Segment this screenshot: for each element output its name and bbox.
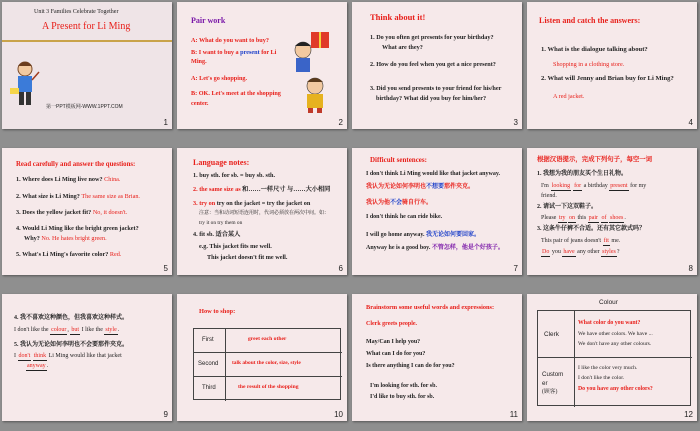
exercise-line: I'm looking for a birthday present for my: [541, 182, 646, 191]
slide-number: 11: [509, 410, 518, 419]
note-line: try it on try them on: [199, 220, 243, 226]
exercise-line: This pair of jeans doesn't fit me.: [541, 237, 620, 246]
sentence-line: Anyway he is a good boy. 不管怎样，他是个好孩子。: [366, 245, 504, 251]
table-row: [194, 377, 342, 401]
note-line: 4. fit sb. 适合某人: [193, 231, 241, 238]
note-line: 1. buy sth. for sb. = buy sb. sth.: [193, 172, 275, 179]
exercise-cn: 2. 请试一下这双鞋子。: [537, 204, 598, 210]
sentence-line: 我认为无论如何李明也不想要那件夹克。: [366, 184, 475, 190]
question-row: 1. Where does Li Ming live now? China.: [16, 176, 121, 183]
slide-heading: 根据汉语提示，完成下列句子，每空一词: [537, 156, 653, 163]
slide-thumbnail-1[interactable]: [2, 2, 172, 129]
slide-number: 1: [163, 118, 168, 127]
row-label: er: [542, 380, 548, 387]
exercise-cn: 4. 我不喜欢这种颜色，但我喜欢这种样式。: [14, 315, 129, 321]
exercise-line: anyway.: [26, 362, 48, 371]
slide-thumbnail-10[interactable]: [177, 294, 347, 421]
slide-number: 12: [684, 410, 693, 419]
row-label: First: [202, 337, 214, 343]
row-label: Second: [198, 361, 219, 367]
note-line: 注意：当和动词短语连用时，代词必须放在两次中间。如：: [199, 211, 330, 216]
note-line: This jacket doesn't fit me well.: [207, 254, 288, 261]
slide-number: 2: [338, 118, 343, 127]
expression-line: I'd like to buy sth. for sb.: [370, 394, 435, 400]
kids-clipart-icon: [281, 30, 343, 114]
note-line: 3. try on try on the jacket = try the jacket on: [193, 200, 311, 207]
row-text: the result of the shopping: [238, 384, 299, 390]
slide-number: 9: [163, 410, 168, 419]
exercise-line: I don't like the colour, but I like the style.: [14, 326, 119, 335]
slide-thumbnail-5[interactable]: [2, 148, 172, 275]
slide-thumbnail-11[interactable]: [352, 294, 522, 421]
question-text: 2. What will Jenny and Brian buy for Li Ming?: [541, 75, 674, 82]
slide-thumbnail-6[interactable]: [177, 148, 347, 275]
table-text: I don't like the color.: [578, 375, 625, 381]
row-label: (顾客): [542, 389, 558, 395]
slide-number: 10: [334, 410, 343, 419]
answer-text: Shopping in a clothing store.: [553, 61, 625, 68]
slide-heading: Read carefully and answer the questions:: [16, 161, 136, 168]
expression-line: Is there anything I can do for you?: [366, 363, 455, 369]
slide-thumbnail-12[interactable]: [527, 294, 697, 421]
slide-title: A Present for Li Ming: [42, 21, 131, 32]
title-divider: [2, 40, 172, 42]
sentence-line: I will go home anyway. 我无论如何要回家。: [366, 232, 481, 238]
table-text: We have other colors. We have ...: [578, 331, 653, 337]
slide-heading: Listen and catch the answers:: [539, 16, 641, 25]
slide-heading: Difficult sentences:: [370, 156, 427, 164]
question-text: 4. Would Li Ming like the bright green jacket?: [16, 225, 139, 232]
slide-thumbnail-9[interactable]: [2, 294, 172, 421]
row-label: Clerk: [544, 331, 559, 338]
dialogue-line: A: Let's go shopping.: [191, 75, 248, 82]
expression-line: What can I do for you?: [366, 351, 426, 357]
table-row: [194, 353, 342, 377]
note-line: e.g. This jacket fits me well.: [199, 243, 272, 250]
table-text: I like the color very much.: [578, 365, 638, 371]
exercise-cn: 3. 这条牛仔裤不合适。还有其它款式吗？: [537, 226, 646, 232]
slide-heading: Brainstorm some useful words and expressions:: [366, 304, 495, 311]
slide-thumbnail-3[interactable]: [352, 2, 522, 129]
sentence-line: 我认为他不会骑自行车。: [366, 200, 433, 206]
note-line: 2. the same size as 和……一样尺寸 与……大小相同: [193, 186, 331, 193]
slide-number: 7: [513, 264, 518, 273]
row-text: greet each other: [248, 336, 287, 342]
exercise-line: friend.: [541, 193, 557, 199]
slide-heading: How to shop:: [199, 308, 236, 315]
slide-heading: Language notes:: [193, 158, 250, 167]
expression-line: May/Can I help you?: [366, 339, 421, 345]
question-row: 5. What's Li Ming's favorite color? Red.: [16, 251, 122, 258]
site-logo-text: 第一PPT模板网-WWW.1PPT.COM: [46, 104, 123, 110]
slide-number: 3: [513, 118, 518, 127]
subheading: Clerk greets people.: [366, 321, 418, 327]
exercise-line: Please try on this pair of shoes.: [541, 214, 626, 223]
question-text: 3. Did you send presents to your friend for his/her: [370, 85, 502, 92]
teacher-clipart-icon: [10, 60, 40, 108]
table-row: [194, 329, 342, 353]
exercise-cn: 5. 我认为无论如何李明也不会要那件夹克。: [14, 342, 129, 348]
question-row: 3. Does the yellow jacket fit? No, it doesn't.: [16, 209, 128, 216]
expression-line: I'm looking for sth. for sb.: [370, 383, 437, 389]
question-row: 2. What size is Li Ming? The same size as Brian.: [16, 193, 140, 200]
question-text: 2. How do you feel when you get a nice present?: [370, 61, 496, 68]
table-text: We don't have any other colours.: [578, 341, 652, 347]
slide-heading: Pair work: [191, 16, 226, 25]
slide-thumbnail-8[interactable]: [527, 148, 697, 275]
dialogue-line: B: OK. Let's meet at the shopping: [191, 90, 281, 97]
exercise-line: I don't think Li Ming would like that jacket: [14, 352, 122, 361]
row-label: Custom: [542, 371, 564, 378]
colour-table: [537, 310, 691, 406]
row-text: talk about the color, size, style: [232, 360, 301, 366]
exercise-cn: 1. 我想为我的朋友买个生日礼物。: [537, 171, 628, 177]
question-text: 1. Do you often get presents for your birthday?: [370, 34, 494, 41]
slide-thumbnail-2[interactable]: [177, 2, 347, 129]
slide-heading: Colour: [599, 299, 618, 306]
answer-text: A red jacket.: [553, 93, 585, 100]
dialogue-line: A: What do you want to buy?: [191, 37, 269, 44]
slide-number: 8: [688, 264, 693, 273]
dialogue-line: Ming.: [191, 58, 207, 65]
slide-thumbnail-4[interactable]: [527, 2, 697, 129]
slide-thumbnail-7[interactable]: [352, 148, 522, 275]
sentence-line: I don't think he can ride bike.: [366, 214, 443, 220]
steps-table: [193, 328, 341, 400]
slide-number: 6: [338, 264, 343, 273]
table-text: What color do you want?: [578, 320, 641, 326]
slide-number: 4: [688, 118, 693, 127]
sentence-line: I don't think Li Ming would like that jacket anyway.: [366, 171, 501, 177]
slide-heading: Think about it!: [370, 12, 426, 22]
question-text: What are they?: [382, 44, 423, 51]
slide-number: 5: [163, 264, 168, 273]
exercise-line: Do you have any other styles?: [541, 248, 620, 257]
question-text: 1. What is the dialogue talking about?: [541, 46, 648, 53]
dialogue-line: B: I want to buy a present for Li: [191, 49, 277, 56]
row-label: Third: [202, 385, 216, 391]
unit-label: Unit 3 Families Celebrate Together: [34, 9, 119, 15]
table-text: Do you have any other colors?: [578, 386, 653, 392]
question-row: Why? No. He hates bright green.: [24, 235, 107, 242]
dialogue-line: center.: [191, 100, 209, 107]
question-text: birthday? What did you buy for him/her?: [376, 95, 487, 102]
